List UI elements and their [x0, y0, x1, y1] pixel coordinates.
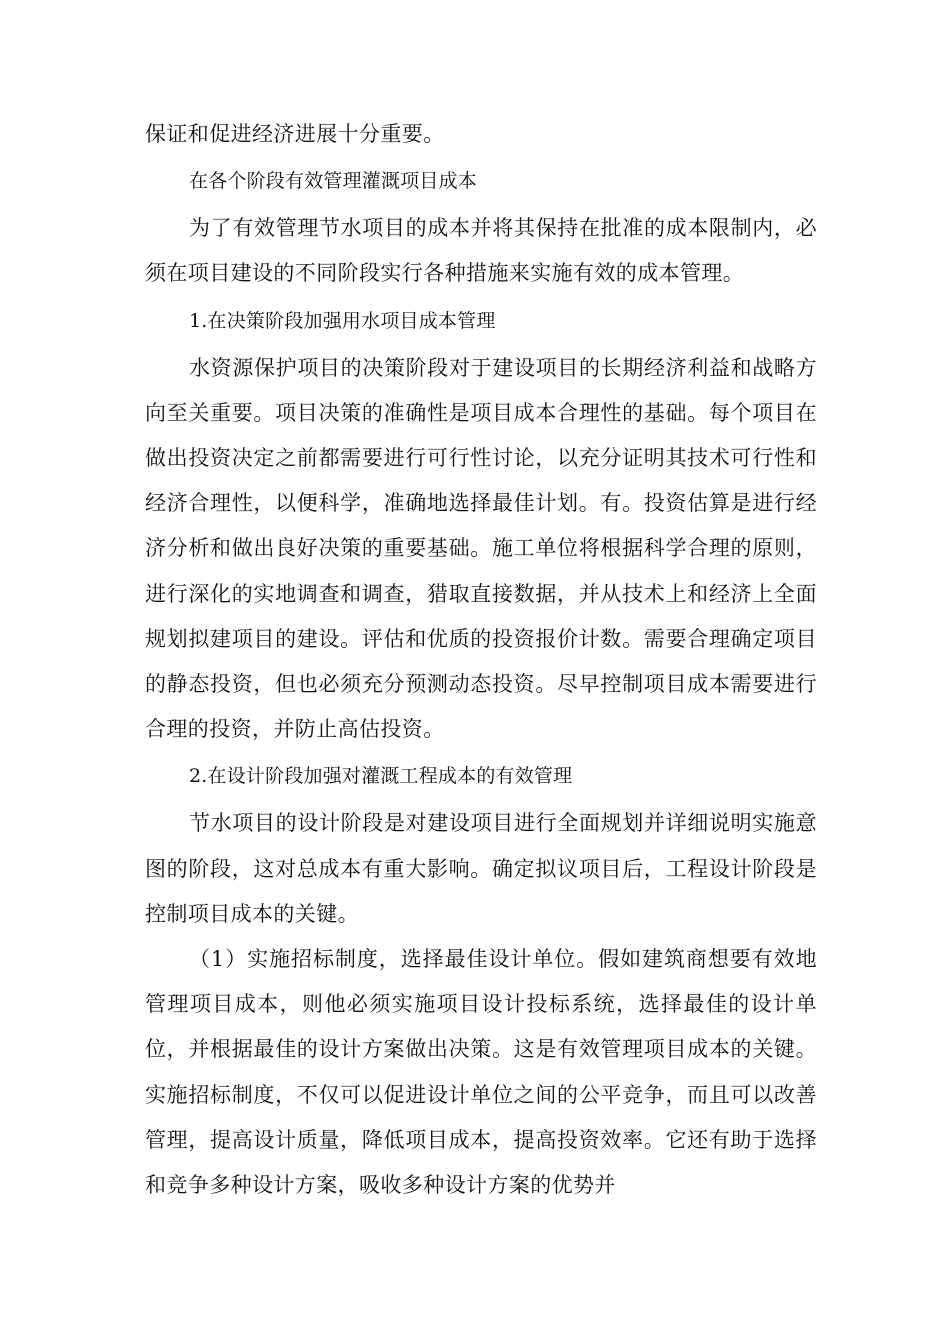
paragraph-decision-stage: 水资源保护项目的决策阶段对于建设项目的长期经济利益和战略方向至关重要。项目决策的准确性是项目成本合理性的基础。每个项目在做出投资决定之前都需要进行可行性讨论，以充分证明其技术可行性和经济合理性，以便科学，准确地选择最佳计划。有。投资估算是进行经济分析和做出良好决策的重要基础。施工单位将根据科学合理的原则，进行深化的实地调查和调查，猎取直接数据，并从技术上和经济上全面规划拟建项目的建设。评估和优质的投资报价计数。需要合理确定项目的静态投资，但也必须充分预测动态投资。尽早控制项目成本需要进行合理的投资，并防止高估投资。 — [145, 355, 817, 742]
subsection-heading-1: 1.在决策阶段加强用水项目成本管理 — [189, 309, 496, 332]
paragraph-design-stage: 节水项目的设计阶段是对建设项目进行全面规划并详细说明实施意图的阶段，这对总成本有重大影响。确定拟议项目后，工程设计阶段是控制项目成本的关键。 — [145, 811, 817, 926]
subsection-heading-2: 2.在设计阶段加强对灌溉工程成本的有效管理 — [189, 765, 573, 788]
document-body — [145, 112, 817, 1208]
paragraph-bidding-system: （1）实施招标制度，选择最佳设计单位。假如建筑商想要有效地管理项目成本，则他必须实施项目设计投标系统，选择最佳的设计单位，并根据最佳的设计方案做出决策。这是有效管理项目成本的关键。实施招标制度，不仅可以促进设计单位之间的公平竞争，而且可以改善管理，提高设计质量，降低项目成本，提高投资效率。它还有助于选择和竞争多种设计方案，吸收多种设计方案的优势并 — [145, 947, 817, 1198]
section-heading: 在各个阶段有效管理灌溉项目成本 — [189, 170, 478, 193]
paragraph-intro: 为了有效管理节水项目的成本并将其保持在批准的成本限制内，必须在项目建设的不同阶段实行各种措施来实施有效的成本管理。 — [145, 216, 817, 286]
paragraph-continuation: 保证和促进经济进展十分重要。 — [145, 122, 445, 146]
